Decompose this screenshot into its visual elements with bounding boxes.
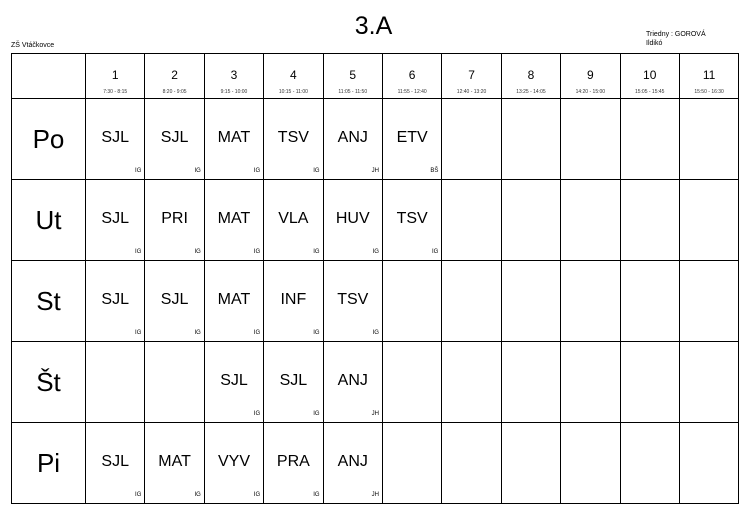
teacher-initials: IG (313, 330, 320, 336)
empty-cell (501, 423, 560, 504)
teacher-initials: IG (194, 168, 201, 174)
lesson-cell (86, 99, 145, 180)
period-time: 13:25 - 14:05 (516, 89, 546, 95)
period-number: 6 (408, 68, 416, 82)
period-header-9 (561, 54, 620, 99)
lesson-cell (264, 99, 323, 180)
period-time: 11:55 - 12:40 (397, 89, 427, 95)
period-number: 1 (111, 68, 119, 82)
subject-label: MAT (217, 210, 251, 227)
teacher-initials: IG (135, 330, 142, 336)
empty-cell (679, 261, 738, 342)
period-header-10 (620, 54, 679, 99)
lesson-cell (145, 99, 204, 180)
lesson-cell (204, 180, 263, 261)
subject-label: SJL (160, 291, 189, 308)
subject-label: SJL (101, 291, 129, 308)
subject-label: PRI (161, 210, 188, 227)
subject-label: TSV (337, 291, 369, 308)
subject-label: ANJ (337, 372, 368, 389)
corner-cell (12, 54, 86, 99)
empty-cell (620, 99, 679, 180)
lesson-cell (145, 180, 204, 261)
lesson-cell (86, 180, 145, 261)
teacher-initials: IG (135, 492, 142, 498)
lesson-cell (382, 99, 441, 180)
empty-cell (620, 423, 679, 504)
empty-cell (501, 261, 560, 342)
empty-cell (679, 342, 738, 423)
empty-cell (86, 342, 145, 423)
period-time: 15:50 - 16:30 (694, 89, 724, 95)
lesson-cell (204, 261, 263, 342)
class-teacher-label (646, 30, 706, 48)
lesson-cell (264, 261, 323, 342)
teacher-initials: IG (194, 330, 201, 336)
period-header-5 (323, 54, 382, 99)
teacher-initials: IG (372, 249, 379, 255)
day-name: Št (12, 342, 86, 423)
subject-label: INF (280, 291, 307, 308)
period-header-8 (501, 54, 560, 99)
teacher-initials: IG (194, 249, 201, 255)
empty-cell (501, 99, 560, 180)
teacher-initials: IG (253, 168, 261, 174)
empty-cell (382, 261, 441, 342)
empty-cell (501, 180, 560, 261)
empty-cell (442, 342, 501, 423)
day-row (12, 342, 739, 423)
lesson-cell (145, 261, 204, 342)
teacher-initials: JH (371, 168, 379, 174)
teacher-initials: IG (253, 249, 261, 255)
day-name: Pi (12, 423, 86, 504)
empty-cell (442, 180, 501, 261)
lesson-cell (264, 342, 323, 423)
teacher-initials: BŠ (430, 168, 439, 174)
teacher-initials: IG (135, 249, 142, 255)
empty-cell (442, 423, 501, 504)
empty-cell (561, 261, 620, 342)
period-header-row (12, 54, 739, 99)
subject-label: ANJ (337, 129, 368, 146)
empty-cell (679, 423, 738, 504)
empty-cell (561, 342, 620, 423)
teacher-initials: IG (135, 168, 142, 174)
period-number: 5 (349, 68, 357, 82)
period-header-4 (264, 54, 323, 99)
teacher-initials: IG (253, 492, 261, 498)
period-time: 7:30 - 8:15 (103, 89, 128, 95)
period-number: 4 (290, 68, 297, 82)
lesson-cell (323, 261, 382, 342)
period-time: 14:20 - 15:00 (575, 89, 606, 95)
lesson-cell (264, 180, 323, 261)
school-name: ZŠ Vtáčkovce (11, 42, 55, 49)
subject-label: VLA (278, 210, 309, 227)
subject-label: ANJ (337, 453, 368, 470)
period-time: 11:05 - 11:50 (338, 89, 368, 95)
teacher-initials: IG (313, 249, 320, 255)
subject-label: ETV (396, 129, 428, 146)
period-number: 11 (702, 68, 716, 82)
lesson-cell (204, 99, 263, 180)
subject-label: TSV (396, 210, 428, 227)
day-row (12, 180, 739, 261)
lesson-cell (323, 99, 382, 180)
subject-label: SJL (279, 372, 308, 389)
subject-label: PRA (276, 453, 310, 470)
teacher-initials: IG (253, 411, 261, 417)
teacher-initials: IG (432, 249, 439, 255)
period-number: 10 (643, 68, 657, 82)
period-time: 10:15 - 11:00 (278, 89, 308, 95)
subject-label: HUV (335, 210, 370, 227)
day-row (12, 261, 739, 342)
subject-label: SJL (101, 210, 129, 227)
empty-cell (620, 261, 679, 342)
teacher-initials: IG (313, 168, 320, 174)
empty-cell (382, 342, 441, 423)
subject-label: VYV (217, 453, 250, 470)
period-number: 3 (230, 68, 238, 82)
lesson-cell (204, 342, 263, 423)
teacher-initials: JH (371, 411, 379, 417)
empty-cell (442, 261, 501, 342)
subject-label: SJL (220, 372, 248, 389)
teacher-initials: IG (372, 330, 379, 336)
period-number: 7 (468, 68, 475, 82)
lesson-cell (86, 423, 145, 504)
empty-cell (620, 342, 679, 423)
empty-cell (442, 99, 501, 180)
empty-cell (679, 180, 738, 261)
class-teacher-line: Ildikó (646, 40, 663, 47)
empty-cell (679, 99, 738, 180)
lesson-cell (204, 423, 263, 504)
class-title: 3.A (354, 12, 393, 40)
lesson-cell (86, 261, 145, 342)
lesson-cell (382, 180, 441, 261)
lesson-cell (323, 342, 382, 423)
teacher-initials: IG (194, 492, 201, 498)
subject-label: MAT (217, 291, 251, 308)
subject-label: SJL (101, 129, 129, 146)
period-time: 12:40 - 13:20 (456, 89, 487, 95)
subject-label: MAT (217, 129, 251, 146)
day-name: Ut (12, 180, 86, 261)
timetable (11, 53, 739, 504)
empty-cell (382, 423, 441, 504)
period-time: 9:15 - 10:00 (220, 89, 248, 95)
empty-cell (561, 180, 620, 261)
period-header-1 (86, 54, 145, 99)
teacher-initials: IG (313, 411, 320, 417)
period-header-3 (204, 54, 263, 99)
period-time: 8:20 - 9:05 (162, 89, 187, 95)
empty-cell (561, 423, 620, 504)
empty-cell (620, 180, 679, 261)
period-header-11 (679, 54, 738, 99)
subject-label: TSV (277, 129, 309, 146)
lesson-cell (145, 423, 204, 504)
day-row (12, 423, 739, 504)
period-header-6 (382, 54, 441, 99)
lesson-cell (264, 423, 323, 504)
teacher-initials: IG (253, 330, 261, 336)
period-number: 9 (586, 68, 594, 82)
period-header-7 (442, 54, 501, 99)
lesson-cell (323, 423, 382, 504)
day-row (12, 99, 739, 180)
subject-label: MAT (158, 453, 191, 470)
empty-cell (561, 99, 620, 180)
period-time: 15:05 - 15:45 (634, 89, 665, 95)
period-number: 8 (527, 68, 535, 82)
subject-label: SJL (160, 129, 189, 146)
day-name: St (12, 261, 86, 342)
period-number: 2 (171, 68, 178, 82)
teacher-initials: JH (371, 492, 379, 498)
teacher-initials: IG (313, 492, 320, 498)
day-name: Po (12, 99, 86, 180)
empty-cell (145, 342, 204, 423)
subject-label: SJL (101, 453, 129, 470)
class-teacher-line: Triedny : GOROVÁ (646, 31, 706, 38)
lesson-cell (323, 180, 382, 261)
empty-cell (501, 342, 560, 423)
period-header-2 (145, 54, 204, 99)
